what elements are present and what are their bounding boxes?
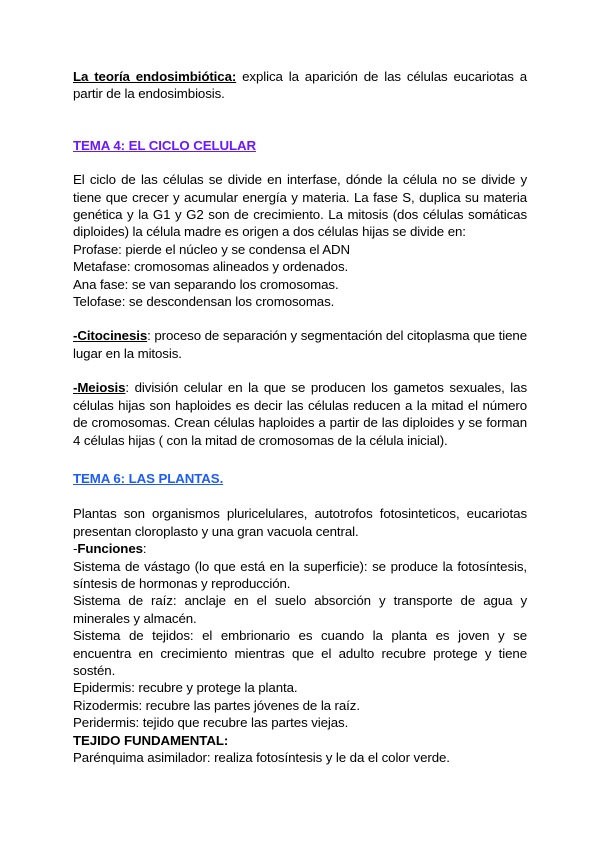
tema6-intro: Plantas son organismos pluricelulares, autotrofos fotosinteticos, eucariotas presentan cloroplasto y una gran vacuola central. [73, 506, 527, 539]
tejido-peridermis: Peridermis: tejido que recubre las partes viejas. [73, 715, 349, 731]
parenquima-line: Parénquima asimilador: realiza fotosíntesis y le da el color verde. [73, 750, 450, 765]
phase-metafase: Metafase: cromosomas alineados y ordenados. [73, 259, 349, 275]
funciones-dash: - [73, 541, 78, 557]
citocinesis-text: : proceso de separación y segmentación del citoplasma que tiene lugar en la mitosis. [73, 328, 527, 361]
tejido-rizodermis: Rizodermis: recubre las partes jóvenes de la raíz. [73, 697, 360, 713]
phase-profase: Profase: pierde el núcleo y se condensa el ADN [73, 241, 351, 257]
meiosis-paragraph [73, 379, 527, 449]
funciones-line [73, 540, 527, 557]
tema4-intro: El ciclo de las células se divide en interfase, dónde la célula no se divide y tiene que crecer y acumular energía y materia. La fase S, duplica su materia genética y la G1 y G2 son de crecimiento. La mitosis (dos células somáticas diploides) la célula madre es origen a dos células hijas se divide en: [73, 172, 527, 240]
sistema-tejidos: Sistema de tejidos: el embrionario es cuando la planta es joven y se encuentra en crecimiento mientras que el adulto recubre protege y tiene sostén. [73, 628, 527, 678]
funciones-term: Funciones [77, 541, 143, 557]
tejido-epidermis: Epidermis: recubre y protege la planta. [73, 680, 298, 696]
tema4-heading: TEMA 4: EL CICLO CELULAR [73, 137, 257, 153]
document-content [73, 68, 527, 766]
citocinesis-dash: - [73, 328, 78, 344]
tema6-heading: TEMA 6: LAS PLANTAS. [73, 470, 224, 486]
citocinesis-term: Citocinesis [77, 328, 148, 344]
endosymbiotic-term: La teoría endosimbiótica: [73, 69, 237, 84]
phase-anafase: Ana fase: se van separando los cromosomas. [73, 276, 339, 292]
sistema-vastago: Sistema de vástago (lo que está en la superficie): se produce la fotosíntesis, síntesis de hormonas y reproducción. [73, 558, 527, 591]
tejido-fundamental-heading: TEJIDO FUNDAMENTAL: [73, 732, 229, 748]
meiosis-text: : división celular en la que se producen los gametos sexuales, las células hijas son haploides es decir las células reducen a la mitad el número de cromosomas. Crean células haploides a partir de las diploides y se forman 4 células hijas ( con la mitad de cromosomas de la célula inicial). [73, 380, 527, 448]
sistema-raiz: Sistema de raíz: anclaje en el suelo absorción y transporte de agua y minerales y almacén. [73, 593, 527, 626]
citocinesis-paragraph [73, 327, 527, 362]
endosymbiotic-text: explica la aparición de las células eucariotas a partir de la endosimbiosis. [73, 69, 527, 102]
endosymbiotic-paragraph [73, 68, 527, 103]
funciones-colon: : [142, 541, 147, 557]
meiosis-dash: - [73, 380, 78, 396]
meiosis-term: Meiosis [77, 380, 126, 396]
phase-telofase: Telofase: se descondensan los cromosomas. [73, 294, 335, 310]
